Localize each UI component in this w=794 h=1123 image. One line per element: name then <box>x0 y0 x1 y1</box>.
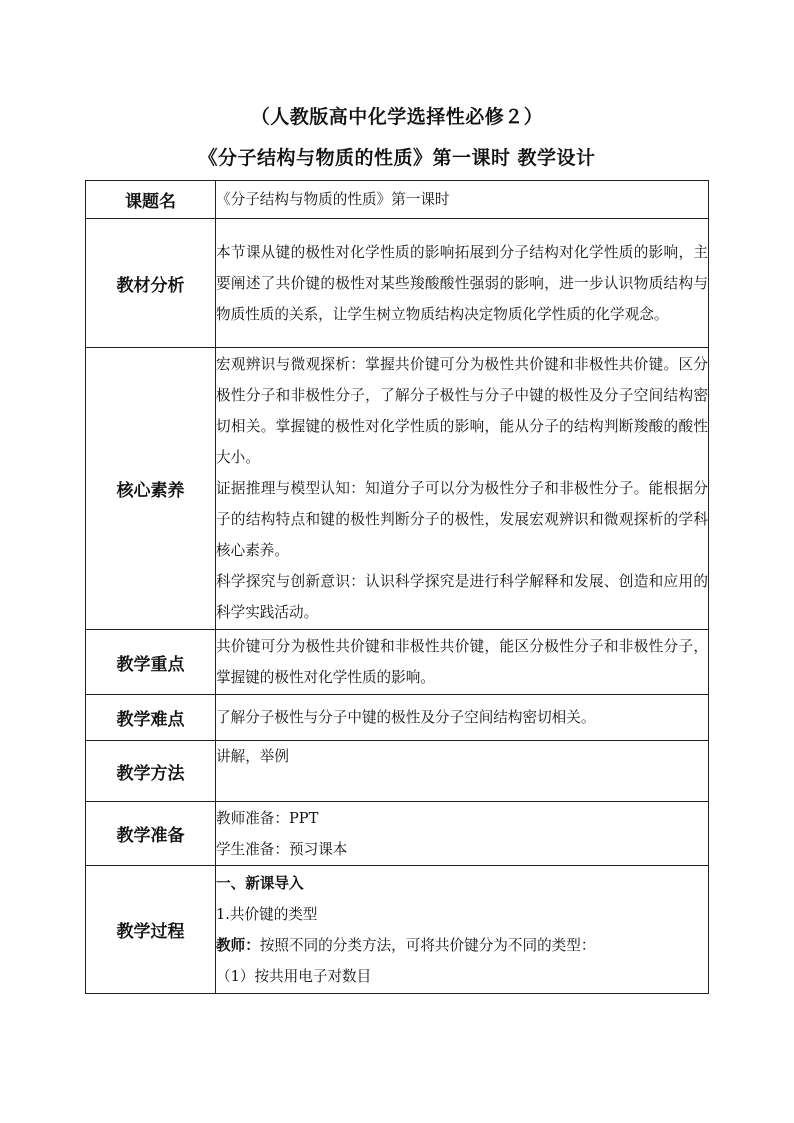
process-subitem: （1）按共用电子对数目 <box>216 967 372 985</box>
difficulties-content: 了解分子极性与分子中键的极性及分子空间结构密切相关。 <box>216 695 709 741</box>
process-label: 教学过程 <box>86 866 216 994</box>
document-subtitle: （人教版高中化学选择性必修２） <box>250 106 544 128</box>
row-core-literacy <box>86 348 709 630</box>
literacy-paragraph-2: 证据推理与模型认知：知道分子可以分为极性分子和非极性分子。能根据分子的结构特点和键的极性判断分子的极性，发展宏观辨识和微观探析的学科核心素养。 <box>216 480 708 559</box>
teacher-text: 按照不同的分类方法，可将共价键分为不同的类型： <box>259 936 596 954</box>
core-literacy-content <box>216 348 709 630</box>
topic-content: 《分子结构与物质的性质》第一课时 <box>216 181 709 219</box>
process-item-heading: 1.共价键的类型 <box>216 905 318 923</box>
topic-label: 课题名 <box>86 181 216 219</box>
process-teacher-line <box>216 930 708 961</box>
methods-label: 教学方法 <box>86 741 216 802</box>
student-preparation: 学生准备：预习课本 <box>216 840 348 858</box>
difficulties-label: 教学难点 <box>86 695 216 741</box>
material-analysis-label: 教材分析 <box>86 219 216 348</box>
row-preparation <box>86 802 709 866</box>
preparation-label: 教学准备 <box>86 802 216 866</box>
key-points-label: 教学重点 <box>86 630 216 695</box>
methods-content: 讲解，举例 <box>216 741 709 802</box>
row-topic <box>86 181 709 219</box>
document-title: 《分子结构与物质的性质》第一课时 教学设计 <box>198 147 596 169</box>
material-analysis-content: 本节课从键的极性对化学性质的影响拓展到分子结构对化学性质的影响，主要阐述了共价键的极性对某些羧酸酸性强弱的影响，进一步认识物质结构与物质性质的关系，让学生树立物质结构决定物质化学性质的化学观念。 <box>216 219 709 348</box>
row-methods <box>86 741 709 802</box>
preparation-content <box>216 802 709 866</box>
row-material-analysis <box>86 219 709 348</box>
teacher-preparation: 教师准备：PPT <box>216 809 319 827</box>
literacy-paragraph-1: 宏观辨识与微观探析：掌握共价键可分为极性共价键和非极性共价键。区分极性分子和非极性分子，了解分子极性与分子中键的极性及分子空间结构密切相关。掌握键的极性对化学性质的影响，能从分子的结构判断羧酸的酸性大小。 <box>216 356 708 466</box>
teacher-prefix: 教师： <box>216 936 260 954</box>
row-key-points <box>86 630 709 695</box>
process-content <box>216 866 709 994</box>
core-literacy-label: 核心素养 <box>86 348 216 630</box>
literacy-paragraph-3: 科学探究与创新意识：认识科学探究是进行科学解释和发展、创造和应用的科学实践活动。 <box>216 573 708 621</box>
lesson-plan-table <box>85 180 709 994</box>
process-section-heading: 一、新课导入 <box>216 874 304 892</box>
key-points-content: 共价键可分为极性共价键和非极性共价键，能区分极性分子和非极性分子，掌握键的极性对化学性质的影响。 <box>216 630 709 695</box>
row-difficulties <box>86 695 709 741</box>
row-process <box>86 866 709 994</box>
